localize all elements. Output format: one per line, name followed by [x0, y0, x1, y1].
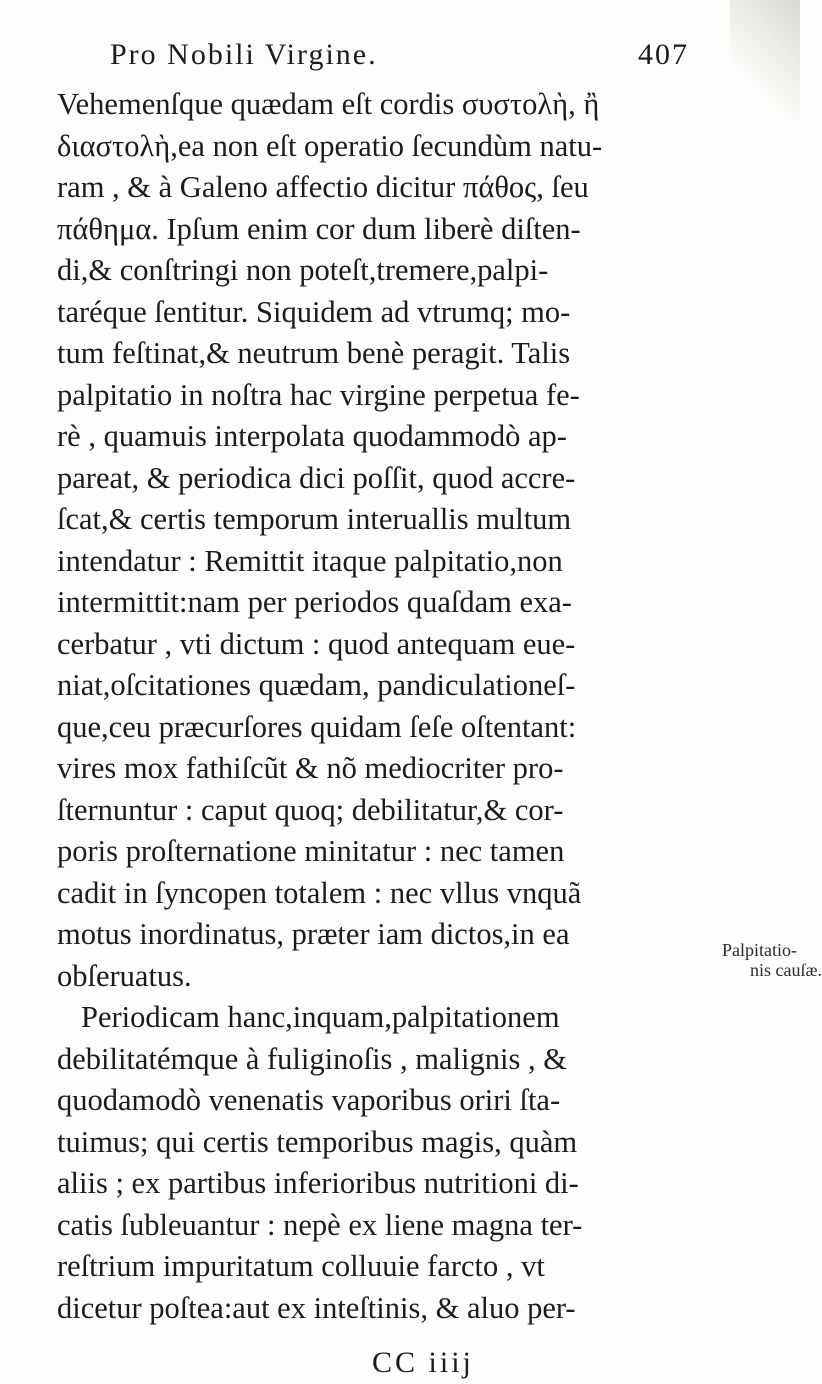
- body-text: [57, 84, 747, 1329]
- text-line: ſcat,& certis temporum interuallis multum: [57, 502, 572, 536]
- text-line: palpitatio in noſtra hac virgine perpetua fe-: [57, 377, 580, 412]
- text-line: poris proſternatione minitatur : nec tamen: [57, 834, 565, 868]
- text-line: ram , & à Galeno affectio dicitur πάθος, ſeu: [57, 170, 589, 204]
- paragraph-start-line: Periodicam hanc,inquam,palpitationem: [81, 1000, 560, 1034]
- margin-note-line-2: nis cauſæ.: [750, 960, 822, 980]
- text-line: vires mox fathiſcũt & nõ mediocriter pro-: [57, 751, 564, 785]
- text-line: aliis ; ex partibus inferioribus nutritioni di-: [57, 1166, 579, 1200]
- text-line: catis ſubleuantur : nepè ex liene magna ter-: [57, 1207, 583, 1242]
- text-line: taréque ſentitur. Siquidem ad vtrumq; mo-: [57, 294, 571, 329]
- text-line: quodamodò venenatis vaporibus oriri ſta-: [57, 1083, 561, 1117]
- text-line: obſeruatus.: [57, 958, 192, 993]
- text-line: motus inordinatus, præter iam dictos,in ea: [57, 917, 570, 951]
- text-line: intendatur : Remittit itaque palpitatio,non: [57, 543, 563, 578]
- text-line: pareat, & periodica dici poſſit, quod accre-: [57, 460, 576, 495]
- signature-mark: CC iiij: [372, 1346, 474, 1379]
- text-line: intermittit:nam per periodos quaſdam exa-: [57, 585, 572, 619]
- text-line: cadit in ſyncopen totalem : nec vllus vnquã: [57, 875, 582, 910]
- text-line: niat,oſcitationes quædam, pandiculationeſ-: [57, 668, 576, 702]
- text-line: Vehemenſque quædam eſt cordis συστολὴ, ἢ: [57, 87, 600, 121]
- text-line: dicetur poſtea:aut ex inteſtinis, & aluo per-: [57, 1290, 576, 1325]
- text-line: rè , quamuis interpolata quodammodò ap-: [57, 419, 567, 453]
- page-number: 407: [638, 38, 689, 71]
- text-line: ſternuntur : caput quoq; debilitatur,& cor-: [57, 792, 564, 827]
- text-line: di,& conſtringi non poteſt,tremere,palpi-: [57, 253, 549, 287]
- text-line: tum feſtinat,& neutrum benè peragit. Talis: [57, 336, 571, 370]
- text-line: tuimus; qui certis temporibus magis, quàm: [57, 1124, 578, 1159]
- text-line: debilitatémque à fuliginoſis , malignis , &: [57, 1041, 567, 1076]
- text-line: cerbatur , vti dictum : quod antequam eue-: [57, 626, 576, 661]
- text-line: διαστολὴ,ea non eſt operatio ſecundùm natu-: [57, 128, 603, 163]
- running-title: Pro Nobili Virgine.: [110, 38, 378, 71]
- text-line: reſtrium impuritatum colluuie farcto , vt: [57, 1249, 545, 1283]
- text-line: πάθημα. Ipſum enim cor dum liberè diſten-: [57, 211, 581, 246]
- margin-note-line-1: Palpitatio-: [722, 940, 797, 960]
- margin-note: [722, 940, 822, 980]
- text-line: que,ceu præcurſores quidam ſeſe oſtentant:: [57, 709, 577, 744]
- running-header: [110, 38, 710, 82]
